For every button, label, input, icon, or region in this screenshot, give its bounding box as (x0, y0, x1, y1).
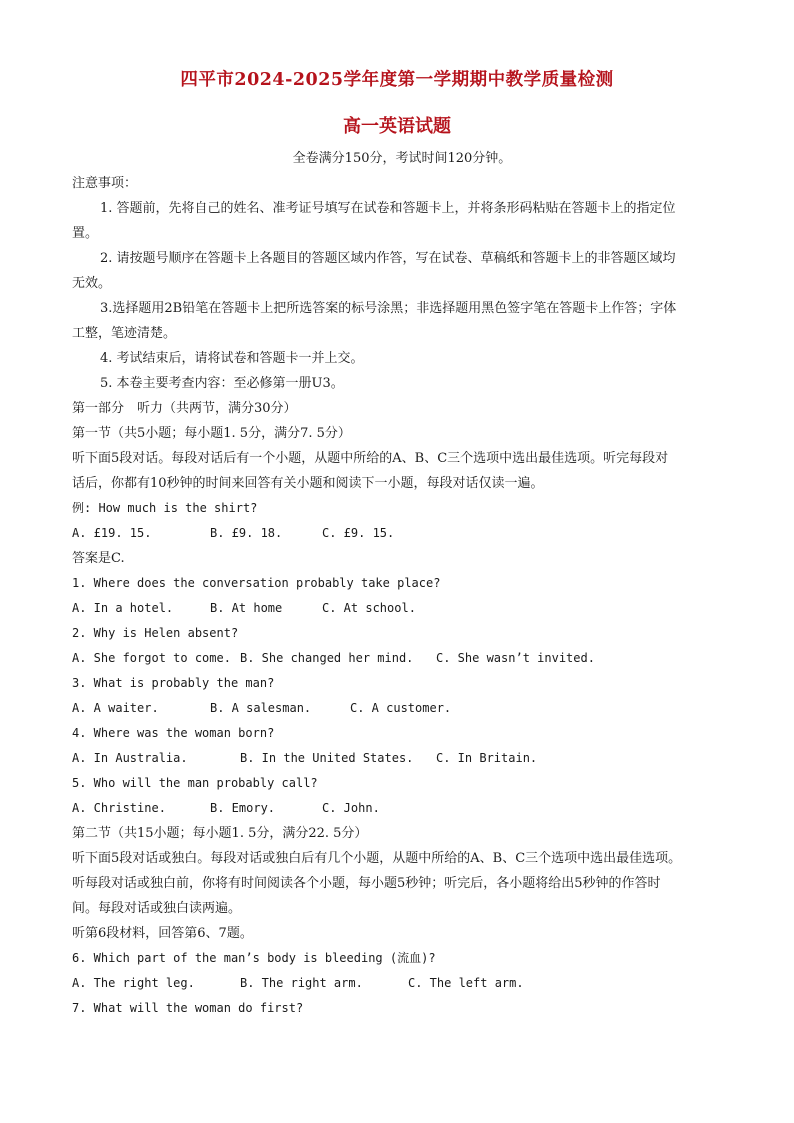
question-3-options (72, 696, 732, 721)
q5-option-a: A. Christine. (72, 801, 166, 815)
example-question: 例: How much is the shirt? (72, 501, 258, 515)
q1-option-b: B. At home (210, 601, 283, 615)
notes-heading: 注意事项： (72, 176, 138, 191)
section2-instructions-cont: 听每段对话或独白前，你将有时间阅读各个小题，每小题5秒钟；听完后，各小题将给出5秒钟的作答时 (72, 876, 661, 891)
note-item-1-cont: 置。 (72, 226, 99, 241)
note-item-2-cont: 无效。 (72, 276, 112, 291)
question-5-options (72, 796, 732, 821)
question-2: 2. Why is Helen absent? (72, 626, 239, 640)
q5-option-c: C. John. (322, 801, 380, 815)
q4-option-c: C. In Britain. (436, 751, 538, 765)
q6-option-c: C. The left arm. (408, 976, 524, 990)
question-3: 3. What is probably the man? (72, 676, 275, 690)
part1-heading: 第一部分 听力（共两节，满分30分） (72, 401, 297, 416)
q3-option-a: A. A waiter. (72, 701, 159, 715)
exam-info: 全卷满分150分，考试时间120分钟。 (292, 151, 512, 166)
q2-option-c: C. She wasn’t invited. (436, 651, 595, 665)
example-option-a: A. £19. 15. (72, 526, 152, 540)
question-7: 7. What will the woman do first? (72, 1001, 304, 1015)
section1-instructions-cont: 话后，你都有10秒钟的时间来回答有关小题和阅读下一小题，每段对话仅读一遍。 (72, 476, 544, 491)
q3-option-c: C. A customer. (350, 701, 452, 715)
section2-instructions-cont2: 间。每段对话或独白读两遍。 (72, 901, 242, 916)
note-item-2: 2. 请按题号顺序在答题卡上各题目的答题区域内作答，写在试卷、草稿纸和答题卡上的非答题区域均 (100, 251, 676, 266)
material-6-heading: 听第6段材料，回答第6、7题。 (72, 926, 253, 941)
exam-subtitle: 高一英语试题 (343, 116, 451, 137)
q5-option-b: B. Emory. (210, 801, 276, 815)
note-item-1: 1. 答题前，先将自己的姓名、准考证号填写在试卷和答题卡上，并将条形码粘贴在答题卡上的指定位 (100, 201, 676, 216)
question-6-options (72, 971, 732, 996)
q1-option-c: C. At school. (322, 601, 416, 615)
note-item-3-cont: 工整，笔迹清楚。 (72, 326, 177, 341)
q4-option-b: B. In the United States. (240, 751, 414, 765)
q6-option-b: B. The right arm. (240, 976, 363, 990)
section1-instructions: 听下面5段对话。每段对话后有一个小题，从题中所给的A、B、C三个选项中选出最佳选项。听完每段对 (72, 451, 669, 466)
example-option-c: C. £9. 15. (322, 526, 395, 540)
question-4-options (72, 746, 732, 771)
q6-option-a: A. The right leg. (72, 976, 195, 990)
q2-option-b: B. She changed her mind. (240, 651, 414, 665)
question-5: 5. Who will the man probably call? (72, 776, 318, 790)
section2-heading: 第二节（共15小题；每小题1. 5分，满分22. 5分） (72, 826, 368, 841)
example-option-b: B. £9. 18. (210, 526, 283, 540)
section2-instructions: 听下面5段对话或独白。每段对话或独白后有几个小题，从题中所给的A、B、C三个选项中选出最佳选项。 (72, 851, 682, 866)
exam-body (72, 146, 732, 1021)
q4-option-a: A. In Australia. (72, 751, 188, 765)
q3-option-b: B. A salesman. (210, 701, 312, 715)
question-1: 1. Where does the conversation probably take place? (72, 576, 441, 590)
exam-title: 四平市2024-2025学年度第一学期期中教学质量检测 (180, 70, 614, 90)
example-options (72, 521, 732, 546)
question-4: 4. Where was the woman born? (72, 726, 275, 740)
q2-option-a: A. She forgot to come. (72, 651, 231, 665)
section1-heading: 第一节（共5小题；每小题1. 5分，满分7. 5分） (72, 426, 351, 441)
question-2-options (72, 646, 732, 671)
note-item-3: 3.选择题用2B铅笔在答题卡上把所选答案的标号涂黑；非选择题用黑色签字笔在答题卡上作答；字体 (100, 301, 677, 316)
note-item-5: 5. 本卷主要考查内容：至必修第一册U3。 (100, 376, 344, 391)
question-1-options (72, 596, 732, 621)
q1-option-a: A. In a hotel. (72, 601, 174, 615)
example-answer: 答案是C. (72, 551, 125, 566)
question-6: 6. Which part of the man’s body is bleeding (流血)? (72, 951, 436, 965)
note-item-4: 4. 考试结束后，请将试卷和答题卡一并上交。 (100, 351, 364, 366)
